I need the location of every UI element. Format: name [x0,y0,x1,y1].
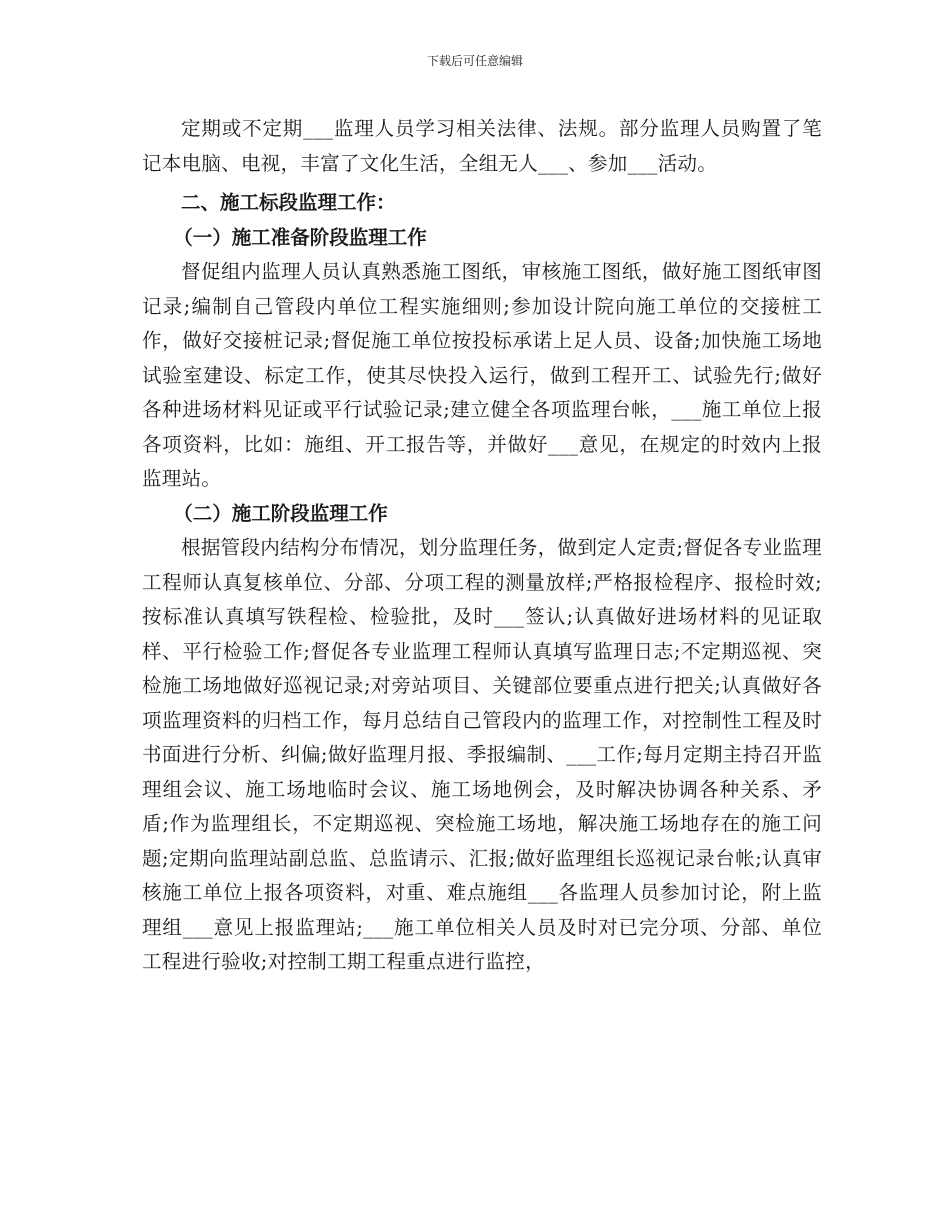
paragraph-construction-stage: 根据管段内结构分布情况，划分监理任务，做到定人定责;督促各专业监理工程师认真复核单位、分部、分项工程的测量放样;严格报检程序、报检时效;按标准认真填写铁程检、检验批，及时___签认;认真做好进场材料的见证取样、平行检验工作;督促各专业监理工程师认真填写监理日志;不定期巡视、突检施工场地做好巡视记录;对旁站项目、关键部位要重点进行把关;认真做好各项监理资料的归档工作，每月总结自己管段内的监理工作，对控制性工程及时书面进行分析、纠偏;做好监理月报、季报编制、___工作;每月定期主持召开监理组会议、施工场地临时会议、施工场地例会，及时解决协调各种关系、矛盾;作为监理组长，不定期巡视、突检施工场地，解决施工场地存在的施工问题;定期向监理站副总监、总监请示、汇报;做好监理组长巡视记录台帐;认真审核施工单位上报各项资料，对重、难点施组___各监理人员参加讨论，附上监理组___意见上报监理站;___施工单位相关人员及时对已完分项、分部、单位工程进行验收;对控制工期工程重点进行监控， [142,536,822,973]
page-header: 下载后可任意编辑 [426,54,523,68]
subsection-heading-preparation-stage: （一）施工准备阶段监理工作 [173,225,427,249]
paragraph-preparation-stage: 督促组内监理人员认真熟悉施工图纸，审核施工图纸，做好施工图纸审图记录;编制自己管段内单位工程实施细则;参加设计院向施工单位的交接桩工作，做好交接桩记录;督促施工单位按投标承诺上足人员、设备;加快施工场地试验室建设、标定工作，使其尽快投入运行，做到工程开工、试验先行;做好各种进场材料见证或平行试验记录;建立健全各项监理台帐，___施工单位上报各项资料，比如：施组、开工报告等，并做好___意见，在规定的时效内上报监理站。 [142,260,822,490]
document-body [142,112,822,980]
paragraph-study-and-culture: 定期或不定期___监理人员学习相关法律、法规。部分监理人员购置了笔记本电脑、电视，丰富了文化生活，全组无人___、参加___活动。 [142,117,822,175]
subsection-heading-construction-stage: （二）施工阶段监理工作 [173,501,388,525]
section-heading-construction-supervision: 二、施工标段监理工作： [181,191,396,214]
